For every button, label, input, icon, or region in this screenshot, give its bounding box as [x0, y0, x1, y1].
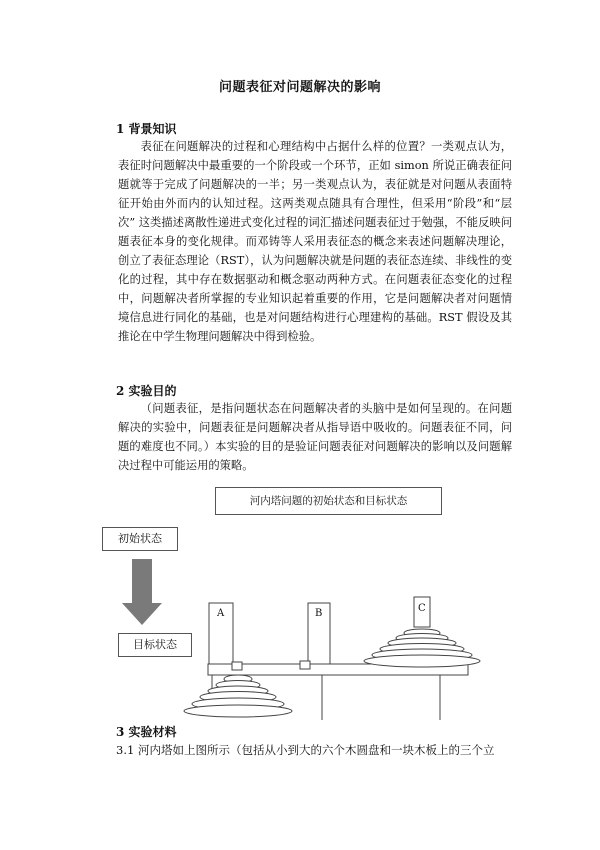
target-state-label: 目标状态: [118, 633, 192, 657]
hanoi-figure: [100, 485, 520, 720]
peg-c-label: C: [418, 603, 426, 614]
section-3-heading: 3 实验材料: [116, 725, 177, 739]
peg-b-label: B: [315, 608, 323, 619]
peg-a-lower-stack: [184, 675, 292, 717]
page-title: 问题表征对问题解决的影响: [218, 80, 381, 95]
initial-state-label: 初始状态: [102, 527, 178, 551]
down-arrow-icon: [122, 559, 162, 625]
section-2-heading: 2 实验目的: [116, 384, 177, 398]
peg-a-label: A: [217, 608, 225, 619]
hanoi-diagram: [100, 485, 520, 720]
section-2-paragraph: （问题表征，是指问题状态在问题解决者的头脑中是如何呈现的。在问题解决的实验中，问题表征是问题解决者从指导语中吸收的。问题表征不同，问题的难度也不同。）本实验的目的是验证问题表征对问题解决的影响以及问题解决过程中可能运用的策略。: [118, 402, 512, 472]
section-1-heading: 1 背景知识: [116, 122, 177, 136]
section-1-paragraph: 表征在问题解决的过程和心理结构中占据什么样的位置？一类观点认为，表征时问题解决中最重要的一个阶段或一个环节，正如 simon 所说正确表征问题就等于完成了问题解决的一半；另一类观点认为，表征就是对问题从表面特征开始由外而内的认知过程。这两类观点随具有合理性，但采用“阶段”和“层次” 这类描述离散性递进式变化过程的词汇描述问题表征过于勉强，不能反映问题表征本身的变化规律。而邓铸等人采用表征态的概念来表述问题解决理论，创立了表征态理论（RST），认为问题解决就是问题的表征态连续、非线性的变化的过程，其中存在数据驱动和概念驱动两种方式。在问题表征态变化的过程中，问题解决者所掌握的专业知识起着重要的作用，它是问题解决者对问题情境信息进行同化的基础，也是对问题结构进行心理建构的基础。RST 假设及其推论在中学生物理问题解决中得到检验。: [118, 140, 512, 343]
section-3-line: 3.1 河内塔如上图所示（包括从小到大的六个木圆盘和一块木板上的三个立: [116, 743, 495, 757]
figure-caption: 河内塔问题的初始状态和目标状态: [215, 487, 442, 515]
